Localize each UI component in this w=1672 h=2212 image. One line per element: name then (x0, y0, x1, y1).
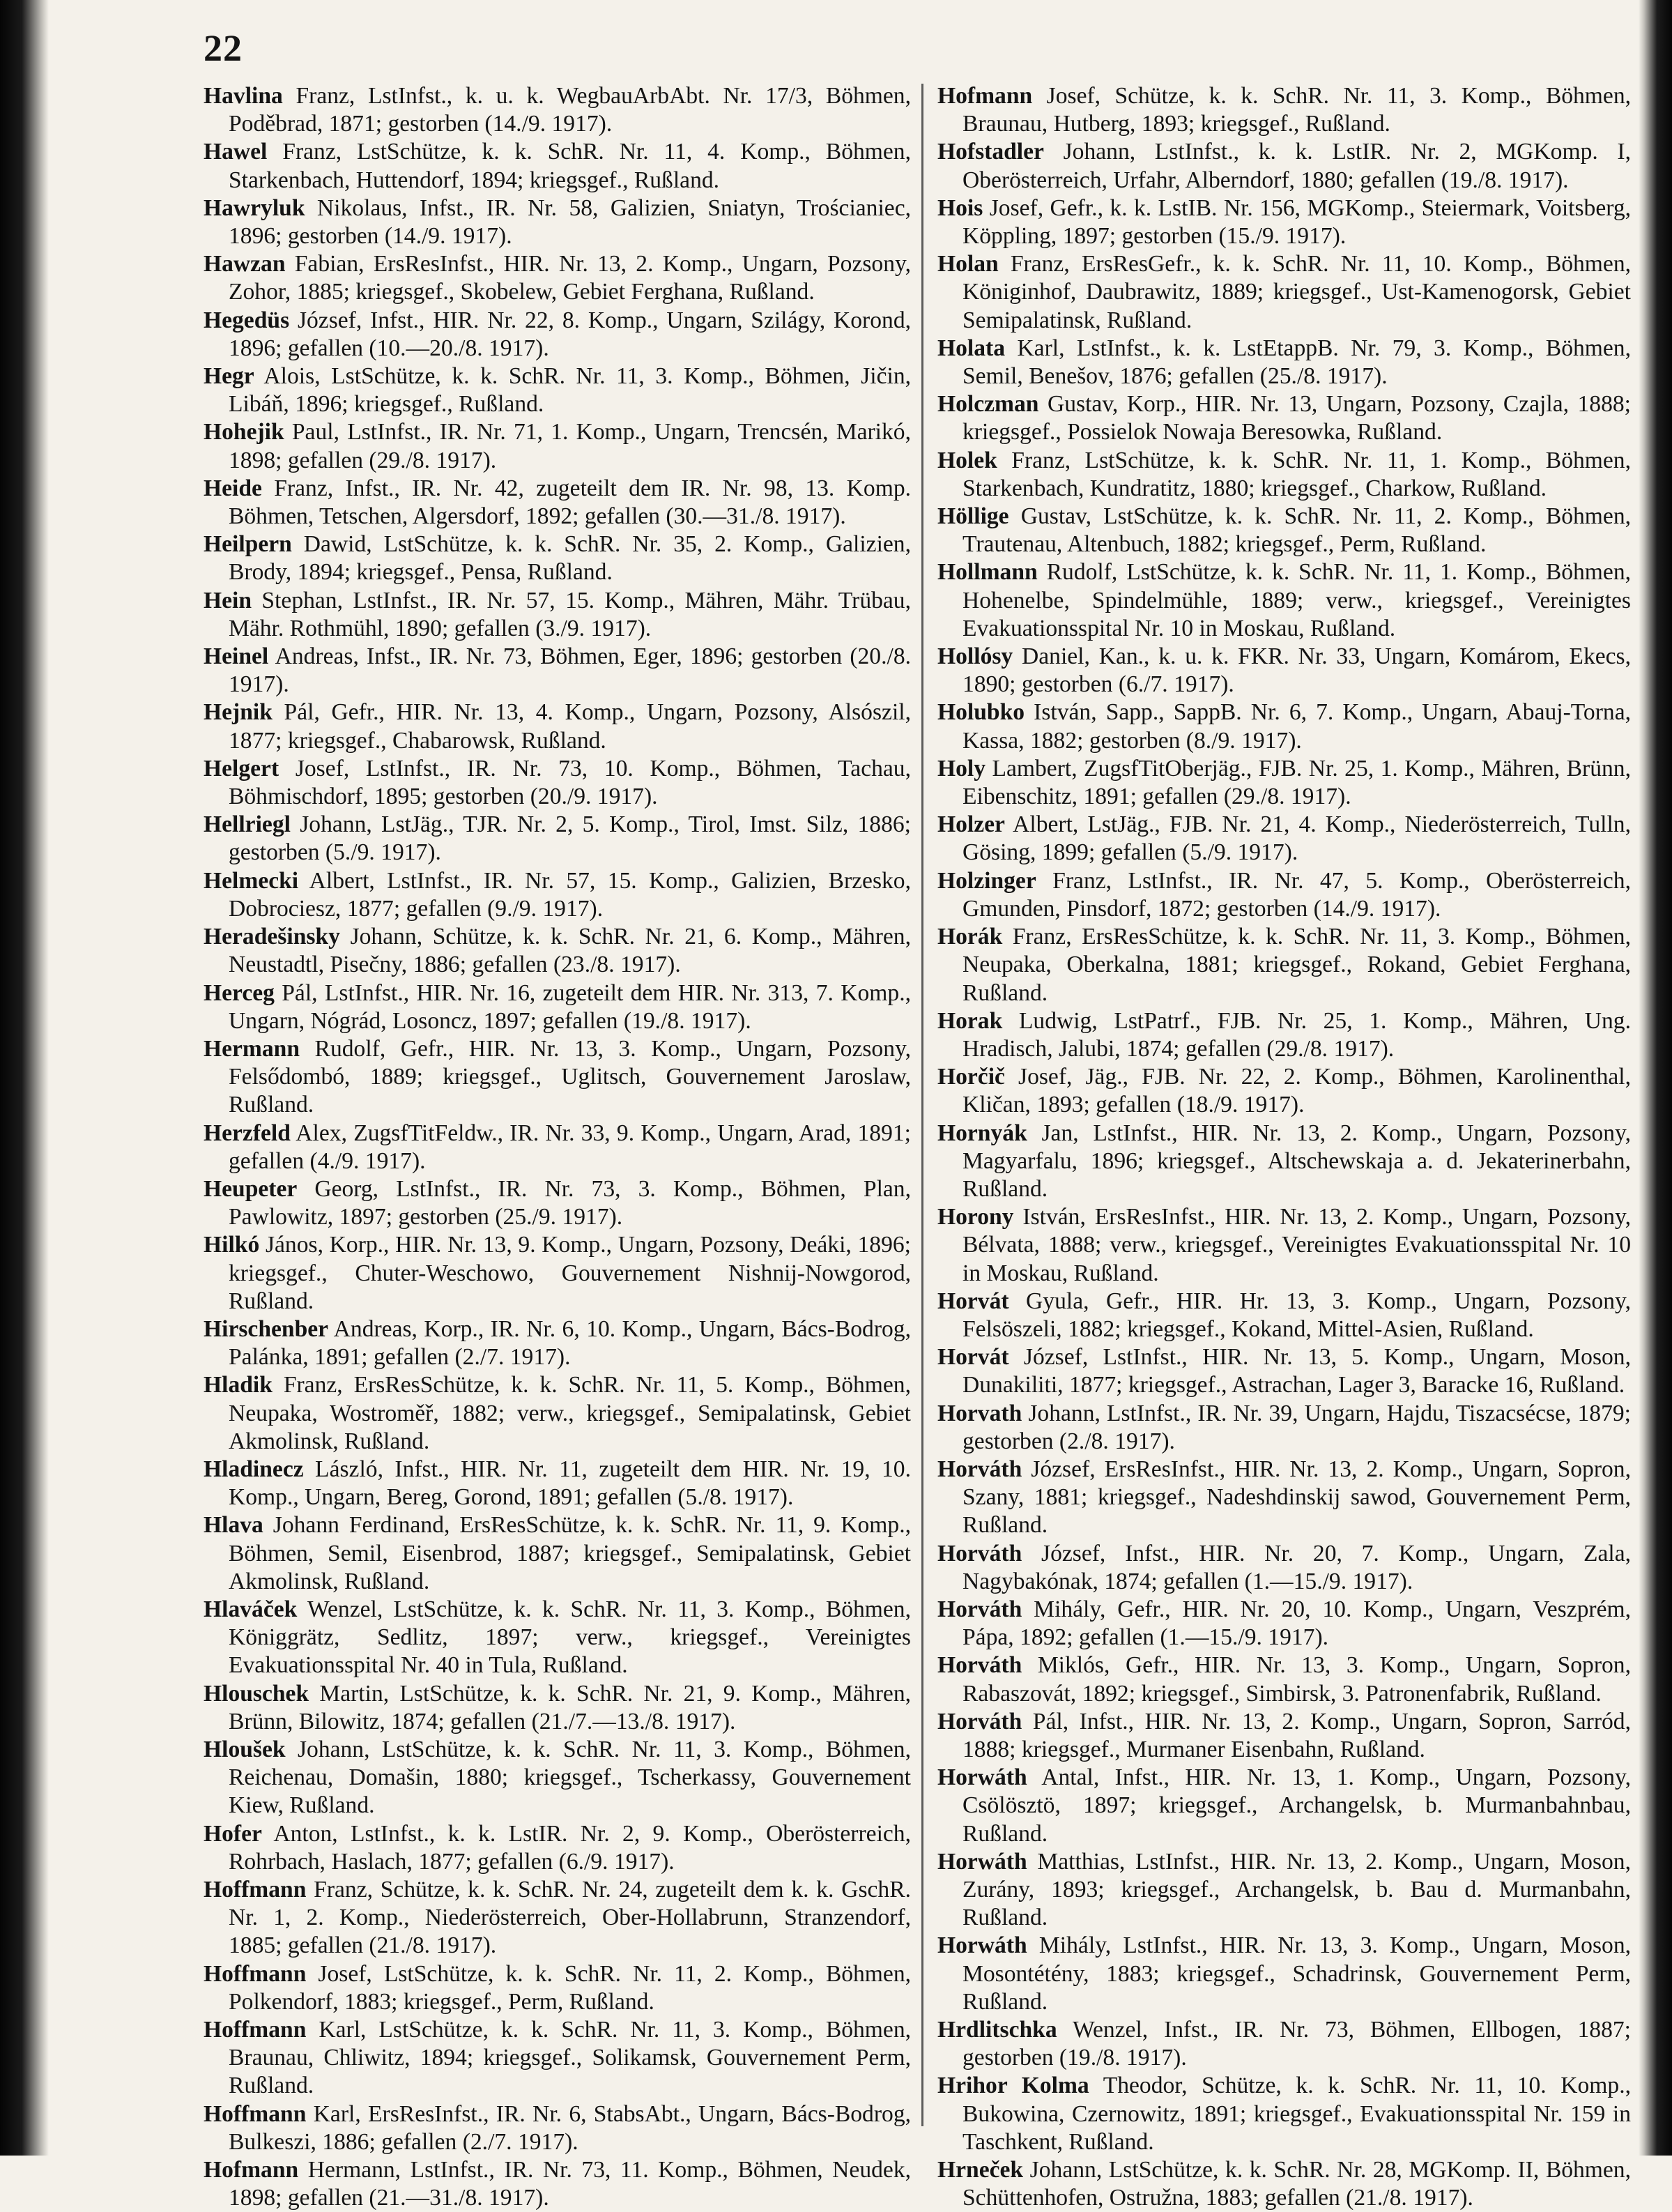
entry-details: Georg, LstInfst., IR. Nr. 73, 3. Komp., Böhmen, Plan, Pawlowitz, 1897; gestorben (25./9. 1917). (229, 1175, 911, 1230)
entry-details: Johann, LstInfst., IR. Nr. 39, Ungarn, Hajdu, Tiszacsécse, 1879; gestorben (2./8. 1917). (962, 1400, 1631, 1454)
entry-surname: Horváth (937, 1708, 1022, 1734)
entry-details: Johann, LstSchütze, k. k. SchR. Nr. 11, 3. Komp., Böhmen, Reichenau, Domašin, 1880; kriegsgef., Tscherkassy, Gouvernement Kiew, Rußland. (229, 1736, 911, 1819)
entry-surname: Herzfeld (204, 1120, 291, 1146)
casualty-entry (937, 447, 1631, 503)
entry-surname: Hoffmann (204, 2017, 307, 2043)
casualty-entry (204, 979, 911, 1035)
casualty-entry (937, 1400, 1631, 1456)
entry-surname: Horvát (937, 1288, 1009, 1314)
casualty-entry (937, 1708, 1631, 1764)
entry-details: Franz, LstInfst., k. u. k. WegbauArbAbt. Nr. 17/3, Böhmen, Poděbrad, 1871; gestorben (14./9. 1917). (229, 83, 911, 137)
entry-details: Johann, Schütze, k. k. SchR. Nr. 21, 6. Komp., Mähren, Neustadtl, Pisečny, 1886; gefallen (23./8. 1917). (229, 924, 911, 978)
casualty-entry (937, 1288, 1631, 1343)
entry-details: Theodor, Schütze, k. k. SchR. Nr. 11, 10. Komp., Bukowina, Czernowitz, 1891; kriegsgef., Evakuationsspital Nr. 159 in Taschkent, Rußland. (962, 2073, 1631, 2155)
entry-details: Karl, LstInfst., k. k. LstEtappB. Nr. 79, 3. Komp., Böhmen, Semil, Benešov, 1876; gefallen (25./8. 1917). (962, 335, 1631, 390)
casualty-entry (937, 923, 1631, 1007)
casualty-entry (204, 1315, 911, 1371)
entry-surname: Horak (937, 1007, 1003, 1034)
entry-surname: Hilkó (204, 1232, 260, 1258)
casualty-entry (937, 755, 1631, 811)
casualty-entry (204, 1736, 911, 1820)
right-column (937, 82, 1631, 2212)
casualty-entry (937, 1596, 1631, 1652)
casualty-entry (204, 755, 911, 811)
entry-details: Dawid, LstSchütze, k. k. SchR. Nr. 35, 2. Komp., Galizien, Brody, 1894; kriegsgef., Pensa, Rußland. (229, 531, 911, 586)
entry-details: Pál, Gefr., HIR. Nr. 13, 4. Komp., Ungarn, Pozsony, Alsószil, 1877; kriegsgef., Chabarowsk, Rußland. (229, 699, 911, 754)
entry-details: Mihály, Gefr., HIR. Nr. 20, 10. Komp., Ungarn, Veszprém, Pápa, 1892; gefallen (1.—15./9. 1917). (962, 1596, 1631, 1651)
casualty-entry (204, 194, 911, 250)
entry-surname: Hofstadler (937, 139, 1044, 165)
entry-details: Josef, LstSchütze, k. k. SchR. Nr. 11, 2. Komp., Böhmen, Polkendorf, 1883; kriegsgef., Perm, Rußland. (229, 1960, 911, 2015)
entry-surname: Hladinecz (204, 1456, 304, 1482)
entry-surname: Hlouschek (204, 1680, 309, 1707)
entry-details: József, LstInfst., HIR. Nr. 13, 5. Komp., Ungarn, Moson, Dunakiliti, 1877; kriegsgef., Astrachan, Lager 3, Baracke 16, Rußland. (962, 1344, 1631, 1398)
entry-surname: Hrihor Kolma (937, 2073, 1089, 2099)
entry-surname: Hoffmann (204, 2100, 307, 2127)
entry-surname: Holata (937, 335, 1005, 361)
entry-details: István, ErsResInfst., HIR. Nr. 13, 2. Komp., Ungarn, Pozsony, Bélvata, 1888; verw., kriegsgef., Vereinigtes Evakuationsspital Nr. 10 in Moskau, Rußland. (962, 1204, 1631, 1286)
casualty-entry (937, 250, 1631, 335)
entry-details: Franz, ErsResSchütze, k. k. SchR. Nr. 11, 5. Komp., Böhmen, Neupaka, Wostroměř, 1882; verw., kriegsgef., Semipalatinsk, Gebiet Akmolinsk, Rußland. (229, 1372, 911, 1454)
casualty-entry (204, 1371, 911, 1456)
casualty-entry (204, 363, 911, 418)
casualty-entry (937, 558, 1631, 643)
casualty-entry (937, 1764, 1631, 1848)
casualty-entry (204, 1035, 911, 1120)
entry-surname: Hein (204, 587, 252, 613)
entry-surname: Hornyák (937, 1120, 1027, 1146)
casualty-entry (204, 2100, 911, 2156)
entry-details: János, Korp., HIR. Nr. 13, 9. Komp., Ungarn, Pozsony, Deáki, 1896; kriegsgef., Chuter-Weschowo, Gouvernement Nishnij-Nowgorod, Rußland. (229, 1232, 911, 1314)
entry-details: Martin, LstSchütze, k. k. SchR. Nr. 21, 9. Komp., Mähren, Brünn, Bilowitz, 1874; gefallen (21./7.—13./8. 1917). (229, 1680, 911, 1734)
entry-surname: Heilpern (204, 531, 292, 558)
entry-details: Albert, LstInfst., IR. Nr. 57, 15. Komp., Galizien, Brzesko, Dobrociesz, 1877; gefallen (9./9. 1917). (229, 867, 911, 922)
casualty-entry (937, 1848, 1631, 1932)
casualty-entry (204, 531, 911, 586)
entry-details: Ludwig, LstPatrf., FJB. Nr. 25, 1. Komp., Mähren, Ung. Hradisch, Jalubi, 1874; gefallen (29./8. 1917). (962, 1007, 1631, 1062)
entry-details: Anton, LstInfst., k. k. LstIR. Nr. 2, 9. Komp., Oberösterreich, Rohrbach, Haslach, 1877; gefallen (6./9. 1917). (229, 1820, 911, 1875)
entry-details: Fabian, ErsResInfst., HIR. Nr. 13, 2. Komp., Ungarn, Pozsony, Zohor, 1885; kriegsgef., Skobelew, Gebiet Ferghana, Rußland. (229, 251, 911, 305)
casualty-entry (204, 1876, 911, 1960)
entry-details: Jan, LstInfst., HIR. Nr. 13, 2. Komp., Ungarn, Pozsony, Magyarfalu, 1896; kriegsgef., Altschewskaja a. d. Jekaterinerbahn, Rußland. (962, 1120, 1631, 1202)
entry-details: Andreas, Korp., IR. Nr. 6, 10. Komp., Ungarn, Bács-Bodrog, Palánka, 1891; gefallen (2./7. 1917). (229, 1315, 911, 1371)
entry-surname: Horváth (937, 1540, 1022, 1566)
entry-surname: Horvath (937, 1400, 1022, 1426)
entry-surname: Horváth (937, 1596, 1022, 1622)
entry-details: József, Infst., HIR. Nr. 22, 8. Komp., Ungarn, Szilágy, Korond, 1896; gefallen (10.—20./8. 1917). (229, 307, 911, 361)
entry-surname: Havlina (204, 83, 283, 109)
entry-surname: Heinel (204, 643, 269, 670)
column-divider (921, 84, 923, 2126)
casualty-entry (937, 811, 1631, 867)
entry-surname: Hollósy (937, 643, 1013, 670)
entry-surname: Helgert (204, 755, 279, 781)
entry-surname: Hawzan (204, 251, 286, 277)
entry-details: Franz, LstSchütze, k. k. SchR. Nr. 11, 1. Komp., Böhmen, Starkenbach, Kundratitz, 1880; kriegsgef., Charkow, Rußland. (962, 447, 1631, 501)
entry-details: Hermann, LstInfst., IR. Nr. 73, 11. Komp., Böhmen, Neudek, 1898; gefallen (21.—31./8. 1917). (229, 2157, 911, 2211)
casualty-entry (937, 1456, 1631, 1540)
casualty-entry (204, 1960, 911, 2016)
casualty-entry (937, 1932, 1631, 2016)
entry-details: Mihály, LstInfst., HIR. Nr. 13, 3. Komp., Ungarn, Moson, Mosontétény, 1883; kriegsgef., Schadrinsk, Gouvernement Perm, Rußland. (962, 1932, 1631, 2015)
entry-surname: Hrdlitschka (937, 2017, 1057, 2043)
entry-details: Gyula, Gefr., HIR. Hr. 13, 3. Komp., Ungarn, Pozsony, Felsöszeli, 1882; kriegsgef., Kokand, Mittel-Asien, Rußland. (962, 1288, 1631, 1342)
casualty-entry (204, 2016, 911, 2100)
scan-shadow-right (1639, 0, 1672, 2156)
entry-details: Franz, ErsResSchütze, k. k. SchR. Nr. 11, 3. Komp., Böhmen, Neupaka, Oberkalna, 1881; kriegsgef., Rokand, Gebiet Ferghana, Rußland. (962, 924, 1631, 1006)
entry-surname: Hoffmann (204, 1877, 307, 1902)
entry-surname: Horčič (937, 1064, 1005, 1090)
casualty-entry (204, 418, 911, 474)
entry-details: Josef, Gefr., k. k. LstIB. Nr. 156, MGKomp., Steiermark, Voitsberg, Köppling, 1897; gestorben (15./9. 1917). (962, 194, 1631, 250)
entry-surname: Holan (937, 251, 999, 277)
entry-surname: Heradešinsky (204, 924, 340, 950)
entry-details: Rudolf, Gefr., HIR. Nr. 13, 3. Komp., Ungarn, Pozsony, Felsődombó, 1889; kriegsgef., Uglitsch, Gouvernement Jaroslaw, Rußland. (229, 1035, 911, 1118)
entry-surname: Hois (937, 194, 983, 221)
entry-details: Matthias, LstInfst., HIR. Nr. 13, 2. Komp., Ungarn, Moson, Zurány, 1893; kriegsgef., Archangelsk, b. Bau d. Murmanbahn, Rußland. (962, 1848, 1631, 1931)
entry-details: Pál, LstInfst., HIR. Nr. 16, zugeteilt dem HIR. Nr. 313, 7. Komp., Ungarn, Nógrád, Losoncz, 1897; gefallen (19./8. 1917). (229, 979, 911, 1034)
casualty-entry (937, 335, 1631, 390)
entry-details: Johann Ferdinand, ErsResSchütze, k. k. SchR. Nr. 11, 9. Komp., Böhmen, Semil, Eisenbrod, 1887; kriegsgef., Semipalatinsk, Gebiet Akmolinsk, Rußland. (229, 1512, 911, 1594)
entry-details: Franz, Schütze, k. k. SchR. Nr. 24, zugeteilt dem k. k. GschR. Nr. 1, 2. Komp., Niederösterreich, Ober-Hollabrunn, Stranzendorf, 1885; gefallen (21./8. 1917). (229, 1877, 911, 1959)
entry-details: Alex, ZugsfTitFeldw., IR. Nr. 33, 9. Komp., Ungarn, Arad, 1891; gefallen (4./9. 1917). (229, 1120, 911, 1174)
casualty-entry (937, 194, 1631, 250)
casualty-entry (204, 1596, 911, 1680)
entry-surname: Herceg (204, 979, 275, 1006)
entry-surname: Holubko (937, 699, 1025, 726)
entry-details: Johann, LstJäg., TJR. Nr. 2, 5. Komp., Tirol, Imst. Silz, 1886; gestorben (5./9. 1917). (229, 811, 911, 866)
entry-surname: Hofmann (204, 2157, 299, 2183)
entry-details: Lambert, ZugsfTitOberjäg., FJB. Nr. 25, 1. Komp., Mähren, Brünn, Eibenschitz, 1891; gefallen (29./8. 1917). (962, 755, 1631, 810)
casualty-entry (204, 867, 911, 923)
casualty-entry (204, 250, 911, 306)
entry-details: Stephan, LstInfst., IR. Nr. 57, 15. Komp., Mähren, Mähr. Trübau, Mähr. Rothmühl, 1890; gefallen (3./9. 1917). (229, 587, 911, 641)
entry-details: Franz, LstSchütze, k. k. SchR. Nr. 11, 4. Komp., Böhmen, Starkenbach, Huttendorf, 1894; kriegsgef., Rußland. (229, 139, 911, 193)
casualty-entry (204, 1680, 911, 1736)
casualty-entry (204, 82, 911, 138)
casualty-entry (204, 811, 911, 867)
entry-surname: Hlaváček (204, 1596, 298, 1622)
entry-surname: Horváth (937, 1652, 1022, 1679)
entry-surname: Hegr (204, 363, 254, 390)
entry-details: Rudolf, LstSchütze, k. k. SchR. Nr. 11, 1. Komp., Böhmen, Hohenelbe, Spindelmühle, 1889; verw., kriegsgef., Vereinigtes Evakuationsspital Nr. 10 in Moskau, Rußland. (962, 559, 1631, 641)
casualty-entry (937, 699, 1631, 754)
entry-surname: Heide (204, 475, 262, 501)
casualty-entry (937, 2016, 1631, 2072)
entry-surname: Hoffmann (204, 1960, 307, 1987)
entry-details: Johann, LstInfst., k. k. LstIR. Nr. 2, MGKomp. I, Oberösterreich, Urfahr, Alberndorf, 1880; gefallen (19./8. 1917). (962, 139, 1631, 193)
entry-surname: Horvát (937, 1344, 1009, 1371)
casualty-entry (204, 1231, 911, 1315)
entry-details: Gustav, LstSchütze, k. k. SchR. Nr. 11, 2. Komp., Böhmen, Trautenau, Altenbuch, 1882; kriegsgef., Perm, Rußland. (962, 503, 1631, 558)
casualty-entry (204, 1175, 911, 1231)
entry-surname: Horwáth (937, 1848, 1027, 1875)
entry-surname: Horwáth (937, 1932, 1027, 1959)
entry-details: Daniel, Kan., k. u. k. FKR. Nr. 33, Ungarn, Komárom, Ekecs, 1890; gestorben (6./7. 1917). (962, 643, 1631, 698)
page-number: 22 (204, 27, 243, 69)
entry-details: Antal, Infst., HIR. Nr. 13, 1. Komp., Ungarn, Pozsony, Csölösztö, 1897; kriegsgef., Archangelsk, b. Murmanbahnbau, Rußland. (962, 1764, 1631, 1847)
entry-details: József, ErsResInfst., HIR. Nr. 13, 2. Komp., Ungarn, Sopron, Szany, 1881; kriegsgef., Nadeshdinskij sawod, Gouvernement Perm, Rußland. (962, 1456, 1631, 1539)
entry-details: Franz, Infst., IR. Nr. 42, zugeteilt dem IR. Nr. 98, 13. Komp. Böhmen, Tetschen, Algersdorf, 1892; gefallen (30.—31./8. 1917). (229, 475, 911, 530)
entry-surname: Hollmann (937, 559, 1038, 586)
entry-details: Josef, Schütze, k. k. SchR. Nr. 11, 3. Komp., Böhmen, Braunau, Hutberg, 1893; kriegsgef., Rußland. (962, 83, 1631, 137)
casualty-entry (204, 643, 911, 699)
entry-details: Franz, ErsResGefr., k. k. SchR. Nr. 11, 10. Komp., Böhmen, Königinhof, Daubrawitz, 1889; kriegsgef., Ust-Kamenogorsk, Gebiet Semipalatinsk, Rußland. (962, 251, 1631, 333)
entry-surname: Hawryluk (204, 194, 305, 221)
left-column (204, 82, 911, 2212)
casualty-entry (204, 1511, 911, 1596)
entry-surname: Horwáth (937, 1764, 1027, 1791)
entry-surname: Holczman (937, 391, 1039, 418)
entry-surname: Holzer (937, 811, 1005, 838)
entry-surname: Horváth (937, 1456, 1022, 1482)
casualty-entry (937, 1203, 1631, 1288)
entry-surname: Horák (937, 924, 1003, 950)
entry-details: Paul, LstInfst., IR. Nr. 71, 1. Komp., Ungarn, Trencsén, Marikó, 1898; gefallen (29./8. 1917). (229, 419, 911, 473)
entry-surname: Hermann (204, 1035, 300, 1062)
entry-surname: Hejnik (204, 699, 273, 726)
casualty-entry (204, 2156, 911, 2212)
casualty-entry (937, 390, 1631, 446)
entry-details: Josef, LstInfst., IR. Nr. 73, 10. Komp., Böhmen, Tachau, Böhmischdorf, 1895; gestorben (20./9. 1917). (229, 755, 911, 810)
entry-details: László, Infst., HIR. Nr. 11, zugeteilt dem HIR. Nr. 19, 10. Komp., Ungarn, Bereg, Gorond, 1891; gefallen (5./8. 1917). (229, 1456, 911, 1511)
entry-surname: Hellriegl (204, 811, 291, 838)
casualty-entry (204, 475, 911, 531)
casualty-entry (937, 643, 1631, 699)
entry-surname: Hirschenber (204, 1315, 329, 1342)
entry-surname: Hladik (204, 1372, 273, 1398)
entry-surname: Hofer (204, 1820, 262, 1847)
entry-details: Pál, Infst., HIR. Nr. 13, 2. Komp., Ungarn, Sopron, Sarród, 1888; kriegsgef., Murmaner Eisenbahn, Rußland. (962, 1708, 1631, 1762)
entry-details: Franz, LstInfst., IR. Nr. 47, 5. Komp., Oberösterreich, Gmunden, Pinsdorf, 1872; gestorben (14./9. 1917). (962, 867, 1631, 922)
casualty-entry (937, 2072, 1631, 2156)
entry-details: Wenzel, Infst., IR. Nr. 73, Böhmen, Ellbogen, 1887; gestorben (19./8. 1917). (962, 2017, 1631, 2071)
entry-details: Karl, ErsResInfst., IR. Nr. 6, StabsAbt., Ungarn, Bács-Bodrog, Bulkeszi, 1886; gefallen (2./7. 1917). (229, 2100, 911, 2155)
entry-details: József, Infst., HIR. Nr. 20, 7. Komp., Ungarn, Zala, Nagybakónak, 1874; gefallen (1.—15./9. 1917). (962, 1540, 1631, 1594)
casualty-entry (204, 307, 911, 363)
entry-surname: Hloušek (204, 1736, 286, 1762)
entry-details: Karl, LstSchütze, k. k. SchR. Nr. 11, 3. Komp., Böhmen, Braunau, Chliwitz, 1894; kriegsgef., Solikamsk, Gouvernement Perm, Rußland. (229, 2017, 911, 2099)
entry-surname: Holzinger (937, 867, 1036, 894)
casualty-entry (937, 1063, 1631, 1119)
casualty-entry (937, 1343, 1631, 1399)
casualty-entry (204, 1456, 911, 1511)
entry-details: Albert, LstJäg., FJB. Nr. 21, 4. Komp., Niederösterreich, Tulln, Gösing, 1899; gefallen (5./9. 1917). (962, 811, 1631, 866)
casualty-entry (937, 867, 1631, 923)
entry-surname: Heupeter (204, 1175, 298, 1202)
casualty-entry (937, 1120, 1631, 1204)
entry-surname: Helmecki (204, 867, 299, 894)
entry-surname: Holy (937, 755, 986, 781)
entry-details: Miklós, Gefr., HIR. Nr. 13, 3. Komp., Ungarn, Sopron, Rabaszovát, 1892; kriegsgef., Simbirsk, 3. Patronenfabrik, Rußland. (962, 1652, 1631, 1707)
casualty-entry (204, 923, 911, 979)
entry-surname: Horony (937, 1204, 1014, 1230)
casualty-entry (204, 1820, 911, 1876)
entry-surname: Hegedüs (204, 307, 290, 333)
scan-shadow-left (0, 0, 49, 2156)
entry-details: Johann, LstSchütze, k. k. SchR. Nr. 28, MGKomp. II, Böhmen, Schüttenhofen, Ostružna, 1883; gefallen (21./8. 1917). (962, 2157, 1631, 2211)
entry-surname: Holek (937, 447, 997, 473)
casualty-entry (204, 1120, 911, 1175)
casualty-entry (937, 82, 1631, 138)
casualty-entry (937, 2156, 1631, 2212)
casualty-entry (937, 1540, 1631, 1596)
entry-surname: Hawel (204, 139, 268, 165)
entry-surname: Hrneček (937, 2157, 1024, 2183)
entry-details: Gustav, Korp., HIR. Nr. 13, Ungarn, Pozsony, Czajla, 1888; kriegsgef., Possielok Nowaja Beresowka, Rußland. (962, 391, 1631, 445)
entry-surname: Hofmann (937, 83, 1033, 109)
casualty-entry (937, 1652, 1631, 1707)
entry-details: Andreas, Infst., IR. Nr. 73, Böhmen, Eger, 1896; gestorben (20./8. 1917). (229, 643, 911, 698)
entry-details: Josef, Jäg., FJB. Nr. 22, 2. Komp., Böhmen, Karolinenthal, Kličan, 1893; gefallen (18./9. 1917). (962, 1064, 1631, 1118)
casualty-entry (937, 138, 1631, 194)
entry-details: Wenzel, LstSchütze, k. k. SchR. Nr. 11, 3. Komp., Böhmen, Königgrätz, Sedlitz, 1897; verw., kriegsgef., Vereinigtes Evakuationsspital Nr. 40 in Tula, Rußland. (229, 1596, 911, 1679)
casualty-entry (937, 1007, 1631, 1063)
entry-surname: Hlava (204, 1512, 263, 1539)
entry-details: István, Sapp., SappB. Nr. 6, 7. Komp., Ungarn, Abauj-Torna, Kassa, 1882; gestorben (8./9. 1917). (962, 699, 1631, 754)
entry-details: Alois, LstSchütze, k. k. SchR. Nr. 11, 3. Komp., Böhmen, Jičin, Libáň, 1896; kriegsgef., Rußland. (229, 363, 911, 418)
entry-surname: Höllige (937, 503, 1009, 530)
casualty-entry (204, 699, 911, 754)
entry-surname: Hohejik (204, 419, 284, 445)
casualty-entry (204, 587, 911, 643)
casualty-entry (937, 503, 1631, 558)
casualty-entry (204, 138, 911, 194)
entry-details: Nikolaus, Infst., IR. Nr. 58, Galizien, Sniatyn, Trościaniec, 1896; gestorben (14./9. 1917). (229, 194, 911, 250)
